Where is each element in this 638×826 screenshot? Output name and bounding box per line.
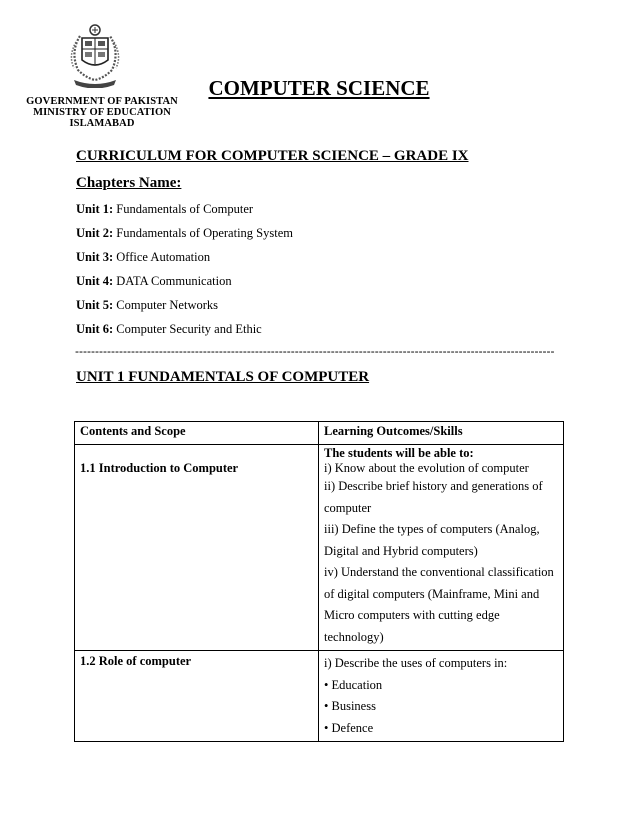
unit-item [76, 321, 293, 345]
unit-label: Unit 2: [76, 226, 114, 240]
topic-title: 1.2 Role of computer [80, 654, 192, 668]
unit-item [76, 225, 293, 249]
unit-name: Fundamentals of Operating System [113, 226, 293, 240]
unit-name: Office Automation [113, 250, 211, 264]
unit-name: DATA Communication [113, 274, 232, 288]
org-line-3: ISLAMABAD [69, 118, 135, 129]
unit-label: Unit 1: [76, 202, 114, 216]
outcome-line: ii) Describe brief history and generations of [324, 479, 543, 493]
topic-title: 1.1 Introduction to Computer [80, 461, 239, 475]
outcome-line: • Business [324, 699, 376, 713]
unit-item [76, 249, 293, 273]
unit-label: Unit 6: [76, 322, 114, 336]
outcome-line: iv) Understand the conventional classification [324, 565, 554, 579]
outcome-line: computer [324, 500, 372, 515]
outcomes-cell [319, 651, 564, 742]
table-header-row [75, 422, 564, 445]
unit-item [76, 273, 293, 297]
unit-label: Unit 3: [76, 250, 114, 264]
unit-label: Unit 4: [76, 274, 114, 288]
outcome-line: Micro computers with cutting edge [324, 608, 500, 622]
outcome-line: • Defence [324, 720, 374, 735]
document-title-text: COMPUTER SCIENCE [208, 76, 430, 100]
col-header-contents: Contents and Scope [75, 422, 319, 445]
dashed-divider: ------------------------------------------------------------------------------------------------------------------------ [75, 344, 555, 358]
outcome-line: i) Know about the evolution of computer [324, 461, 529, 475]
table-row [75, 651, 564, 742]
document-title [0, 76, 638, 101]
curriculum-table [74, 421, 564, 742]
table-row [75, 445, 564, 651]
unit-list [76, 201, 293, 345]
outcome-line: Digital and Hybrid computers) [324, 543, 478, 558]
unit-heading: UNIT 1 FUNDAMENTALS OF COMPUTER [76, 369, 370, 385]
unit-item [76, 201, 293, 225]
outcome-line: technology) [324, 629, 384, 644]
curriculum-title: CURRICULUM FOR COMPUTER SCIENCE – GRADE IX [76, 148, 469, 164]
outcome-line: i) Describe the uses of computers in: [324, 656, 508, 670]
unit-name: Computer Networks [113, 298, 219, 312]
outcome-line: of digital computers (Mainframe, Mini and [324, 586, 540, 601]
col-header-outcomes: Learning Outcomes/Skills [319, 422, 564, 445]
org-line-2: MINISTRY OF EDUCATION [33, 107, 171, 118]
unit-name: Computer Security and Ethic [113, 322, 262, 336]
unit-label: Unit 5: [76, 298, 114, 312]
unit-name: Fundamentals of Computer [113, 202, 254, 216]
chapters-heading: Chapters Name: [76, 175, 182, 191]
org-line-1: GOVERNMENT OF PAKISTAN [26, 96, 178, 107]
unit-item [76, 297, 293, 321]
outcomes-subheader: The students will be able to: [324, 446, 474, 460]
outcome-line: iii) Define the types of computers (Analog, [324, 522, 540, 536]
topic-cell [75, 445, 319, 651]
outcomes-cell [319, 445, 564, 651]
outcome-line: • Education [324, 677, 383, 692]
topic-cell [75, 651, 319, 742]
